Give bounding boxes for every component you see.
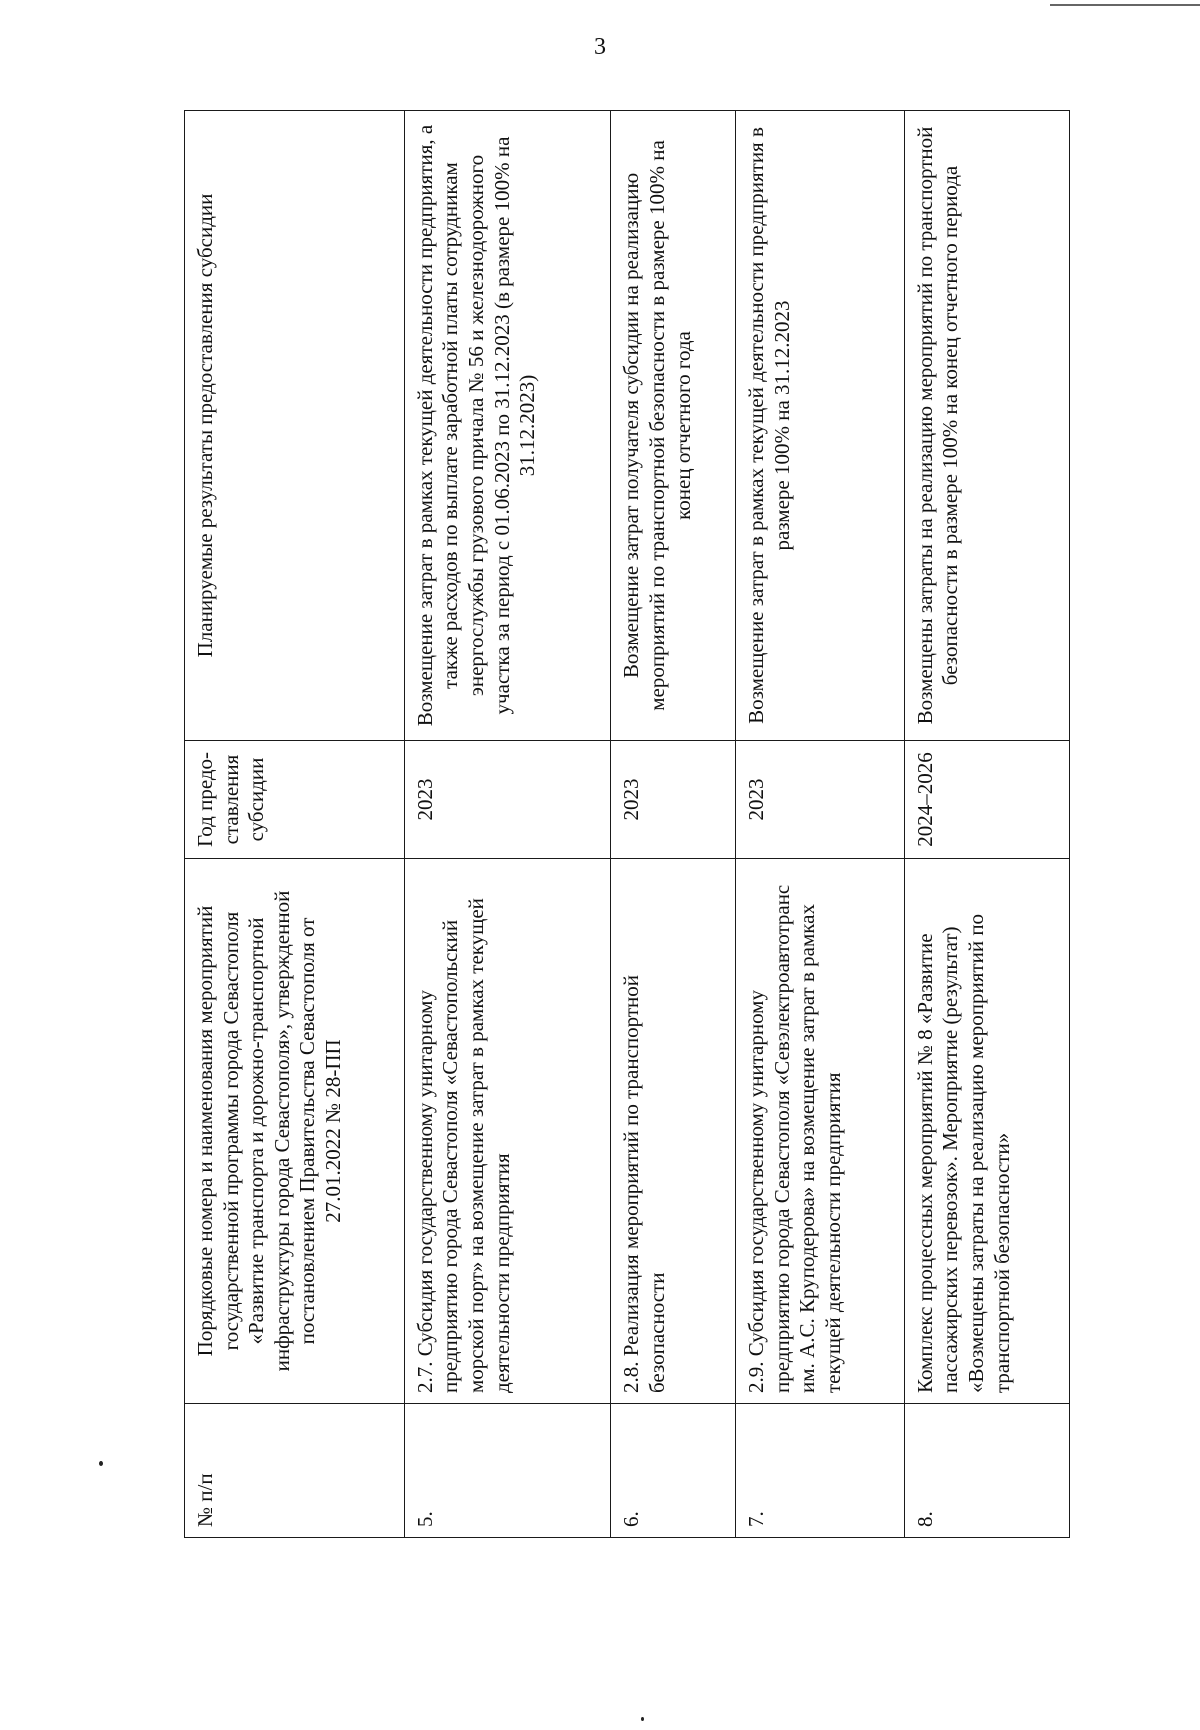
table-row <box>404 111 611 1538</box>
subsidy-results-table <box>184 110 1070 1538</box>
header-result: Планируемые результаты предоставления субсидии <box>185 111 405 741</box>
scan-speck <box>99 1461 103 1466</box>
header-num: № п/п <box>185 1404 405 1538</box>
row-result: Возмещение затрат в рамках текущей деятельности предприятия, а также расходов по выплате заработной платы сотрудникам энергослужбы грузового причала № 56 и железнодорожного участка за период с 01.06.2023 по 31.12.2023 (в размере 100% на 31.12.2023) <box>404 111 611 741</box>
row-num: 6. <box>611 1404 736 1538</box>
top-edge-rule <box>1050 4 1200 6</box>
page-number: 3 <box>594 34 606 60</box>
rotated-table-wrapper <box>184 111 1070 1538</box>
header-year: Год предо-ставления субсидии <box>185 741 405 859</box>
row-num: 7. <box>736 1404 905 1538</box>
row-num: 8. <box>904 1404 1069 1538</box>
scan-speck <box>641 1717 644 1721</box>
row-result: Возмещение затрат получателя субсидии на реализацию мероприятий по транспортной безопасности в размере 100% на конец отчетного года <box>611 111 736 741</box>
row-name: 2.9. Субсидия государственному унитарному предприятию города Севастополя «Севэлектроавтотранс им. А.С. Круподерова» на возмещение затрат в рамках текущей деятельности предприятия <box>736 859 905 1404</box>
table-row <box>904 111 1069 1538</box>
row-year: 2023 <box>611 741 736 859</box>
row-result: Возмещение затрат в рамках текущей деятельности предприятия в размере 100% на 31.12.2023 <box>736 111 905 741</box>
row-name: 2.8. Реализация мероприятий по транспортной безопасности <box>611 859 736 1404</box>
row-year: 2024–2026 <box>904 741 1069 859</box>
table-header-row <box>185 111 405 1538</box>
row-result: Возмещены затраты на реализацию мероприятий по транспортной безопасности в размере 100% на конец отчетного периода <box>904 111 1069 741</box>
row-name: Комплекс процессных мероприятий № 8 «Развитие пассажирских перевозок». Мероприятие (результат) «Возмещены затраты на реализацию мероприятий по транспортной безопасности» <box>904 859 1069 1404</box>
header-name: Порядковые номера и наименования мероприятий государственной программы города Севастополя «Развитие транспорта и дорожно-транспортной инфраструктуры города Севастополя», утвержденной постановлением Правительства Севастополя от 27.01.2022 № 28-ПП <box>185 859 405 1404</box>
row-num: 5. <box>404 1404 611 1538</box>
row-year: 2023 <box>404 741 611 859</box>
row-name: 2.7. Субсидия государственному унитарному предприятию города Севастополя «Севастопольский морской порт» на возмещение затрат в рамках текущей деятельности предприятия <box>404 859 611 1404</box>
row-year: 2023 <box>736 741 905 859</box>
table-row <box>611 111 736 1538</box>
table-row <box>736 111 905 1538</box>
